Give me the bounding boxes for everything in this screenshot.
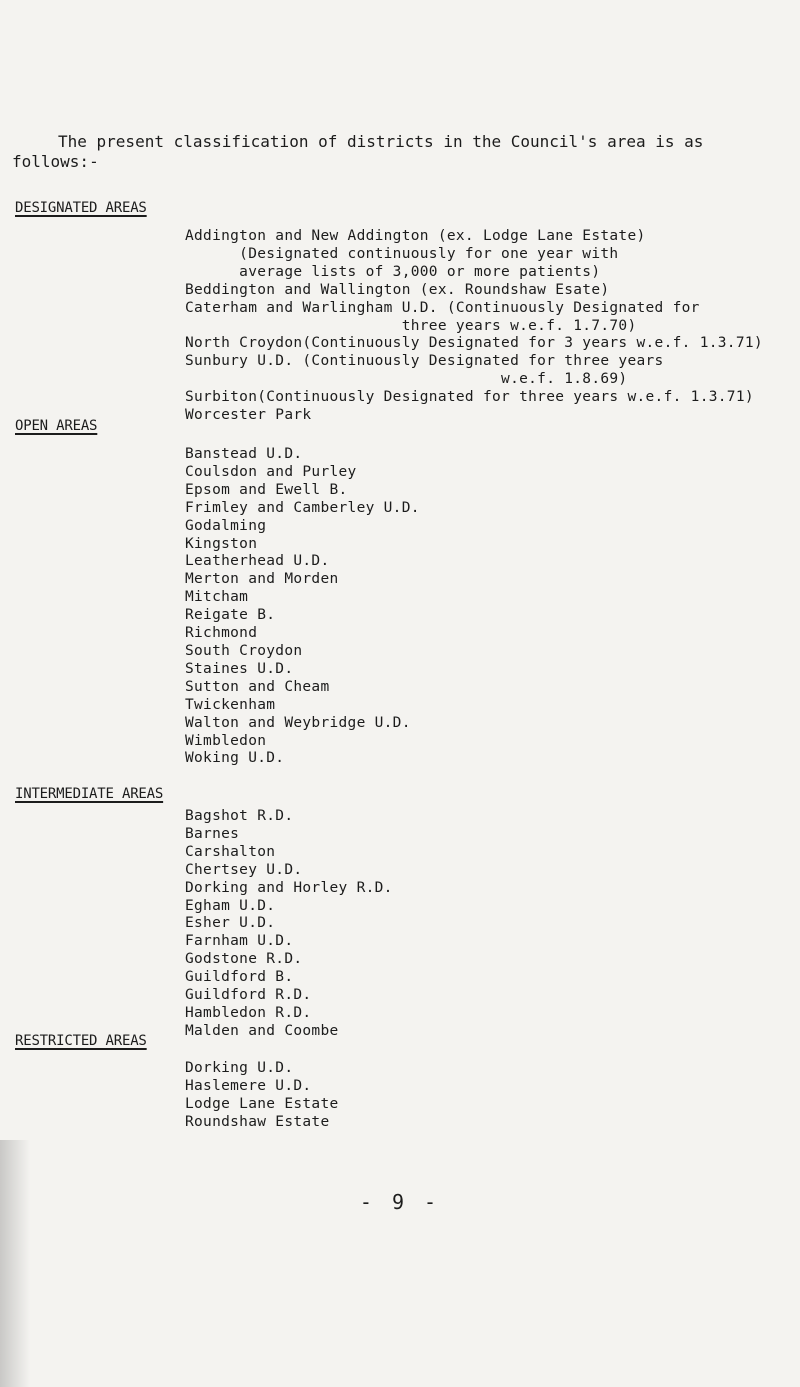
list-intermediate-areas bbox=[185, 808, 393, 1041]
list-item: Haslemere U.D. bbox=[185, 1077, 312, 1094]
list-item: Banstead U.D. bbox=[185, 446, 303, 462]
list-item: Roundshaw Estate bbox=[185, 1113, 330, 1130]
list-item: North Croydon(Continuously Designated for 3 years w.e.f. 1.3.71) bbox=[185, 335, 763, 352]
list-item: South Croydon bbox=[185, 642, 303, 659]
list-item: Dorking and Horley R.D. bbox=[185, 879, 393, 896]
list-item: Staines U.D. bbox=[185, 660, 294, 677]
scan-edge-shadow bbox=[0, 1140, 30, 1387]
list-item: Esher U.D. bbox=[185, 915, 276, 932]
list-item: Egham U.D. bbox=[185, 897, 276, 914]
list-item: Richmond bbox=[185, 625, 258, 642]
list-item: Woking U.D. bbox=[185, 750, 285, 767]
list-item: Farnham U.D. bbox=[185, 933, 294, 950]
list-item: Walton and Weybridge U.D. bbox=[185, 714, 411, 731]
list-item: Godstone R.D. bbox=[185, 951, 303, 968]
list-item: Dorking U.D. bbox=[185, 1060, 294, 1076]
list-item: Sunbury U.D. (Continuously Designated for three years bbox=[185, 353, 664, 370]
list-item: Leatherhead U.D. bbox=[185, 553, 330, 570]
list-item: Guildford B. bbox=[185, 969, 294, 986]
list-item: Barnes bbox=[185, 825, 240, 842]
list-item: Sutton and Cheam bbox=[185, 678, 330, 695]
list-item: Reigate B. bbox=[185, 607, 276, 624]
heading-designated-areas: DESIGNATED AREAS bbox=[15, 200, 147, 216]
list-item: Addington and New Addington (ex. Lodge Lane Estate) bbox=[185, 228, 646, 244]
list-item: average lists of 3,000 or more patients) bbox=[185, 263, 601, 280]
list-item: three years w.e.f. 1.7.70) bbox=[185, 317, 637, 334]
list-item: Epsom and Ewell B. bbox=[185, 481, 348, 498]
list-item: Worcester Park bbox=[185, 407, 312, 424]
list-item: Kingston bbox=[185, 535, 258, 552]
list-item: Lodge Lane Estate bbox=[185, 1095, 339, 1112]
list-open-areas bbox=[185, 446, 420, 768]
list-designated-areas bbox=[185, 228, 763, 425]
list-item: w.e.f. 1.8.69) bbox=[185, 371, 628, 388]
list-item: Surbiton(Continuously Designated for three years w.e.f. 1.3.71) bbox=[185, 389, 754, 406]
list-item: Wimbledon bbox=[185, 732, 267, 749]
list-item: Guildford R.D. bbox=[185, 987, 312, 1004]
list-item: Hambledon R.D. bbox=[185, 1004, 312, 1021]
list-item: Godalming bbox=[185, 517, 267, 534]
list-item: Frimley and Camberley U.D. bbox=[185, 499, 420, 516]
list-item: Malden and Coombe bbox=[185, 1022, 339, 1039]
list-restricted-areas bbox=[185, 1060, 339, 1132]
list-item: Merton and Morden bbox=[185, 571, 339, 588]
list-item: Carshalton bbox=[185, 843, 276, 860]
list-item: Bagshot R.D. bbox=[185, 808, 294, 824]
list-item: Coulsdon and Purley bbox=[185, 463, 357, 480]
list-item: Beddington and Wallington (ex. Roundshaw Esate) bbox=[185, 281, 610, 298]
intro-paragraph: The present classification of districts in the Council's area is as follows:- bbox=[12, 132, 704, 171]
list-item: Mitcham bbox=[185, 589, 249, 606]
list-item: Twickenham bbox=[185, 696, 276, 713]
list-item: Chertsey U.D. bbox=[185, 861, 303, 878]
page-number: - 9 - bbox=[359, 1190, 441, 1214]
heading-restricted-areas: RESTRICTED AREAS bbox=[15, 1033, 147, 1049]
heading-open-areas: OPEN AREAS bbox=[15, 418, 98, 434]
heading-intermediate-areas: INTERMEDIATE AREAS bbox=[15, 786, 164, 802]
list-item: (Designated continuously for one year with bbox=[185, 245, 619, 262]
list-item: Caterham and Warlingham U.D. (Continuously Designated for bbox=[185, 299, 700, 316]
